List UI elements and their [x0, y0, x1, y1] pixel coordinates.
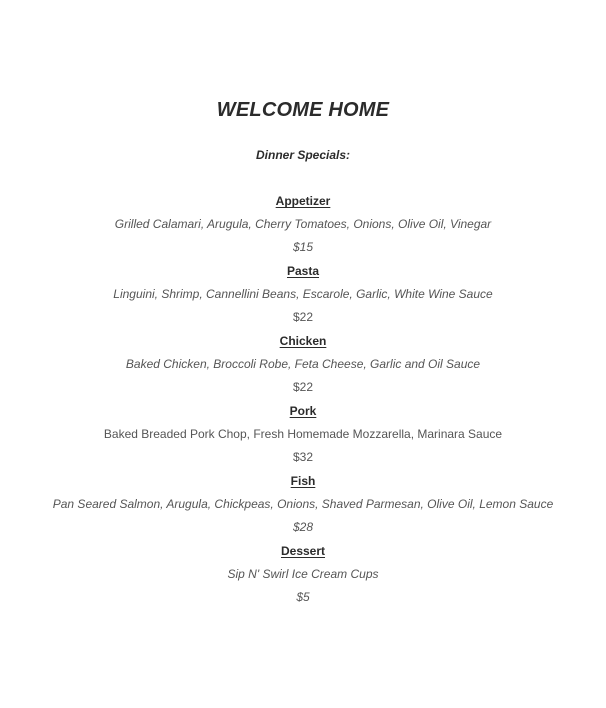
course-description: Baked Breaded Pork Chop, Fresh Homemade Mozzarella, Marinara Sauce	[103, 427, 503, 441]
course-name: Pork	[289, 404, 317, 418]
course-price: $22	[292, 380, 314, 394]
course-description: Sip N' Swirl Ice Cream Cups	[227, 567, 379, 581]
course-price: $15	[292, 240, 314, 254]
course-description: Linguini, Shrimp, Cannellini Beans, Escarole, Garlic, White Wine Sauce	[113, 287, 493, 301]
course-price: $28	[292, 520, 314, 534]
course-chicken	[0, 332, 606, 402]
course-name: Fish	[290, 474, 316, 488]
course-name: Appetizer	[275, 194, 331, 208]
course-fish	[0, 472, 606, 542]
specials-list	[0, 192, 606, 612]
course-pasta	[0, 262, 606, 332]
course-price: $22	[292, 310, 314, 324]
course-dessert	[0, 542, 606, 612]
course-description: Pan Seared Salmon, Arugula, Chickpeas, Onions, Shaved Parmesan, Olive Oil, Lemon Sauce	[52, 497, 554, 511]
specials-heading: Dinner Specials:	[255, 148, 351, 162]
course-description: Grilled Calamari, Arugula, Cherry Tomatoes, Onions, Olive Oil, Vinegar	[114, 217, 492, 231]
course-name: Chicken	[279, 334, 327, 348]
course-name: Dessert	[280, 544, 326, 558]
course-price: $5	[296, 590, 310, 604]
course-name: Pasta	[286, 264, 320, 278]
page-title: WELCOME HOME	[216, 99, 390, 121]
course-appetizer	[0, 192, 606, 262]
course-pork	[0, 402, 606, 472]
course-price: $32	[292, 450, 314, 464]
course-description: Baked Chicken, Broccoli Robe, Feta Cheese, Garlic and Oil Sauce	[125, 357, 481, 371]
